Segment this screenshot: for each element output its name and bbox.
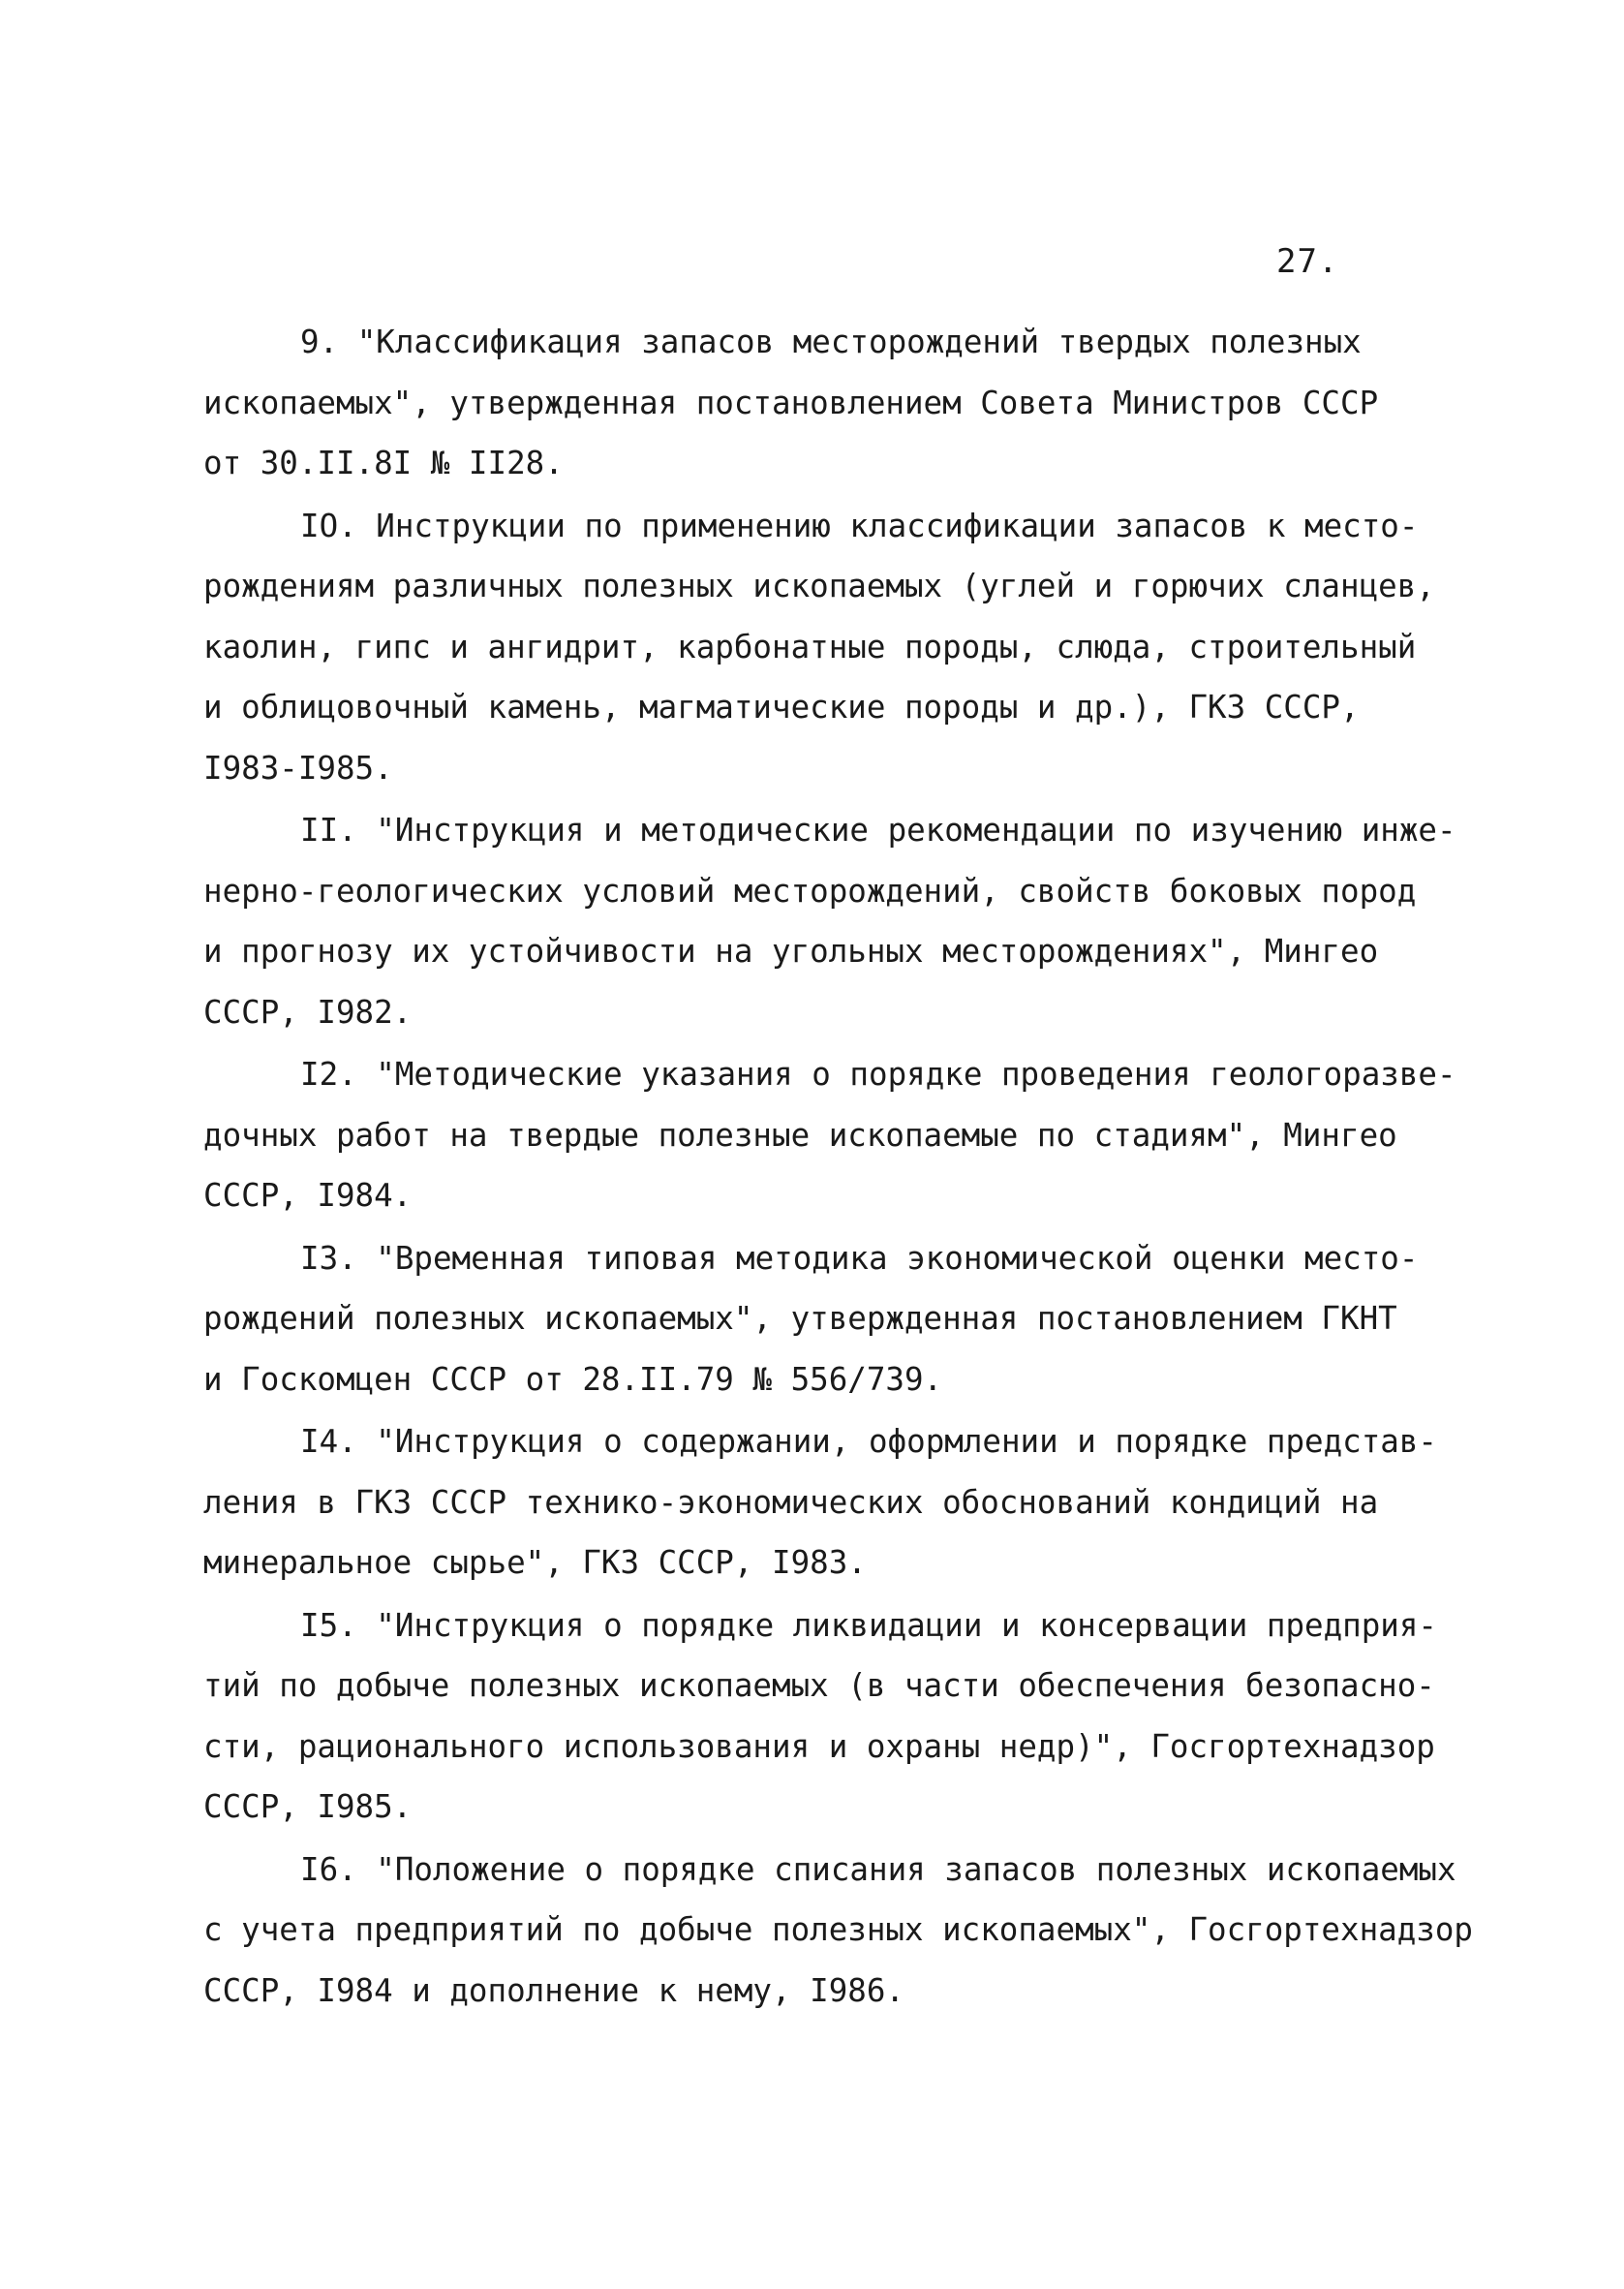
reference-line: IO. Инструкции по применению классификации запасов к место- <box>300 507 1419 544</box>
reference-line: от 30.II.8I № II28. <box>203 445 564 481</box>
reference-line: 9. "Классификация запасов месторождений твердых полезных <box>300 324 1362 360</box>
page-number: 27. <box>1276 242 1339 281</box>
reference-line: ления в ГКЗ СССР технико-экономических обоснований кондиций на <box>203 1483 1379 1521</box>
reference-line: с учета предприятий по добыче полезных ископаемых", Госгортехнадзор <box>203 1911 1473 1948</box>
reference-line: и облицовочный камень, магматические породы и др.), ГКЗ СССР, <box>203 689 1360 726</box>
reference-item <box>203 1411 1462 1593</box>
reference-line: ископаемых", утвержденная постановлением Совета Министров СССР <box>203 384 1379 421</box>
reference-line: нерно-геологических условий месторождений, свойств боковых пород <box>203 872 1417 910</box>
reference-line: I4. "Инструкция о содержании, оформлении и порядке представ- <box>300 1423 1437 1460</box>
reference-line: и прогнозу их устойчивости на угольных месторождениях", Мингео <box>203 933 1379 970</box>
reference-line: каолин, гипс и ангидрит, карбонатные породы, слюда, строительный <box>203 628 1417 665</box>
reference-line: сти, рационального использования и охраны недр)", Госгортехнадзор <box>203 1727 1435 1765</box>
reference-line: I2. "Методические указания о порядке проведения геологоразве- <box>300 1056 1456 1093</box>
reference-line: СССР, I984 и дополнение к нему, I986. <box>203 1971 904 2009</box>
reference-line: тий по добыче полезных ископаемых (в части обеспечения безопасно- <box>203 1667 1435 1704</box>
reference-line: СССР, I982. <box>203 993 413 1031</box>
reference-item <box>203 1044 1462 1226</box>
reference-line: минеральное сырье", ГКЗ СССР, I983. <box>203 1544 867 1581</box>
reference-line: СССР, I984. <box>203 1177 413 1214</box>
reference-item <box>203 312 1462 494</box>
reference-line: II. "Инструкция и методические рекомендации по изучению инже- <box>300 812 1456 849</box>
reference-item <box>203 1840 1473 2022</box>
reference-item <box>203 1228 1462 1410</box>
reference-line: I3. "Временная типовая методика экономической оценки место- <box>300 1239 1419 1277</box>
reference-line: рождений полезных ископаемых", утвержденная постановлением ГКНТ <box>203 1300 1397 1337</box>
reference-item <box>203 496 1462 799</box>
reference-line: I983-I985. <box>203 749 393 787</box>
reference-line: рождениям различных полезных ископаемых (углей и горючих сланцев, <box>203 568 1435 604</box>
reference-item <box>203 1595 1462 1838</box>
reference-line: и Госкомцен СССР от 28.II.79 № 556/739. <box>203 1360 943 1398</box>
reference-line: I6. "Положение о порядке списания запасов полезных ископаемых <box>300 1850 1456 1888</box>
reference-line: СССР, I985. <box>203 1788 413 1825</box>
reference-line: дочных работ на твердые полезные ископаемые по стадиям", Мингео <box>203 1116 1397 1154</box>
reference-list <box>203 312 1473 2023</box>
reference-item <box>203 800 1462 1042</box>
reference-line: I5. "Инструкция о порядке ликвидации и консервации предприя- <box>300 1606 1437 1644</box>
